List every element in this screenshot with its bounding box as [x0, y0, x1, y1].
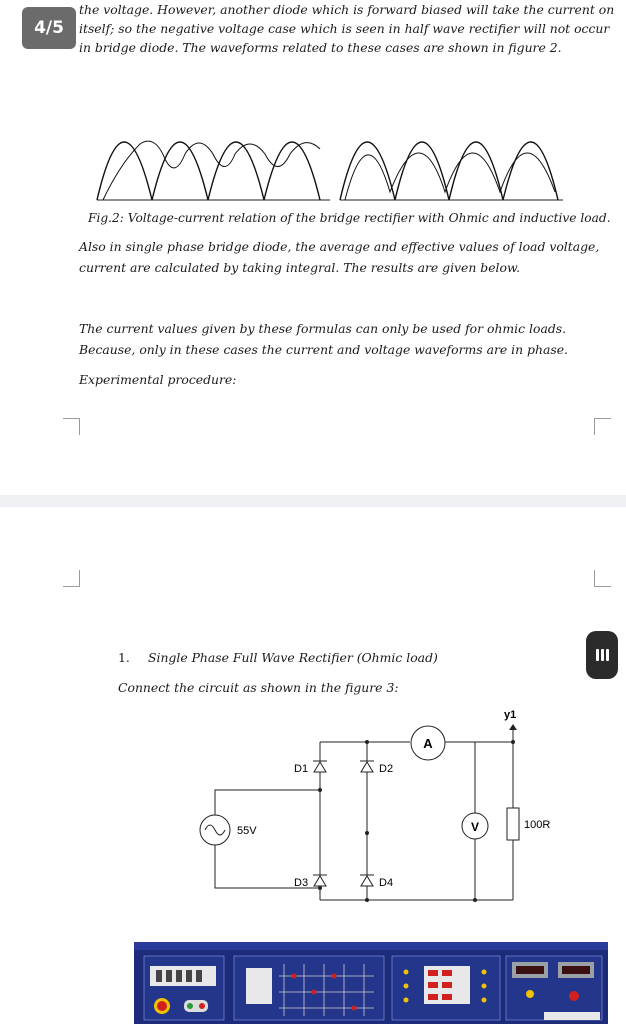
page-separator: [0, 495, 626, 507]
diode-d4: [360, 875, 374, 886]
para2-line-2: current are calculated by taking integral. The results are given below.: [79, 260, 521, 275]
ac-source: [200, 815, 230, 845]
para3-line-1: The current values given by these formulas can only be used for ohmic loads.: [79, 321, 567, 336]
diode-d3: [313, 875, 327, 886]
equipment-panel-photo: [134, 942, 608, 1024]
d1-label: D1: [294, 763, 309, 775]
menu-bar-icon: [596, 649, 599, 661]
breaker-module: [144, 956, 224, 1020]
measurement-module: [392, 956, 500, 1020]
voltmeter-label: V: [470, 820, 480, 834]
bridge-rectifier-circuit: [195, 700, 565, 910]
para3-line-2: Because, only in these cases the current and voltage waveforms are in phase.: [79, 342, 568, 357]
menu-bar-icon: [606, 649, 609, 661]
section-number: 1.: [118, 650, 130, 665]
menu-button[interactable]: [586, 631, 618, 679]
inductive-load-waveform: [340, 142, 563, 200]
d4-label: D4: [379, 877, 394, 889]
corner-mark-bottom-right: [594, 570, 611, 587]
para2-line-1: Also in single phase bridge diode, the average and effective values of load voltage,: [79, 239, 600, 254]
page-indicator-badge[interactable]: 4/5: [22, 7, 76, 49]
d2-label: D2: [379, 763, 394, 775]
connect-instruction: Connect the circuit as shown in the figure 3:: [118, 680, 399, 695]
corner-mark-top-right: [594, 418, 611, 435]
load-resistor: [507, 808, 519, 840]
diode-d2: [360, 761, 374, 772]
section-title: Single Phase Full Wave Rectifier (Ohmic load): [148, 650, 438, 665]
intro-line-2: itself; so the negative voltage case which is seen in half wave rectifier will not occur: [79, 21, 610, 36]
ohmic-load-waveform: [97, 141, 330, 200]
source-voltage-label: 55V: [237, 825, 257, 837]
menu-bar-icon: [601, 649, 604, 661]
meter-module: [506, 956, 602, 1020]
fig2-caption: Fig.2: Voltage-current relation of the bridge rectifier with Ohmic and inductive load.: [88, 211, 611, 225]
d3-label: D3: [294, 877, 309, 889]
probe-arrow-icon: [509, 724, 517, 730]
diode-module: [234, 956, 384, 1020]
diode-d1: [313, 761, 327, 772]
ammeter-label: A: [423, 736, 433, 751]
corner-mark-top-left: [63, 418, 80, 435]
experimental-heading: Experimental procedure:: [79, 372, 237, 387]
intro-line-3: in bridge diode. The waveforms related to these cases are shown in figure 2.: [79, 40, 562, 55]
fig2-waveforms: [95, 104, 565, 204]
intro-line-1: the voltage. However, another diode which is forward biased will take the current on: [79, 2, 615, 17]
probe-label: y1: [504, 709, 517, 721]
resistor-label: 100R: [524, 819, 551, 831]
corner-mark-bottom-left: [63, 570, 80, 587]
